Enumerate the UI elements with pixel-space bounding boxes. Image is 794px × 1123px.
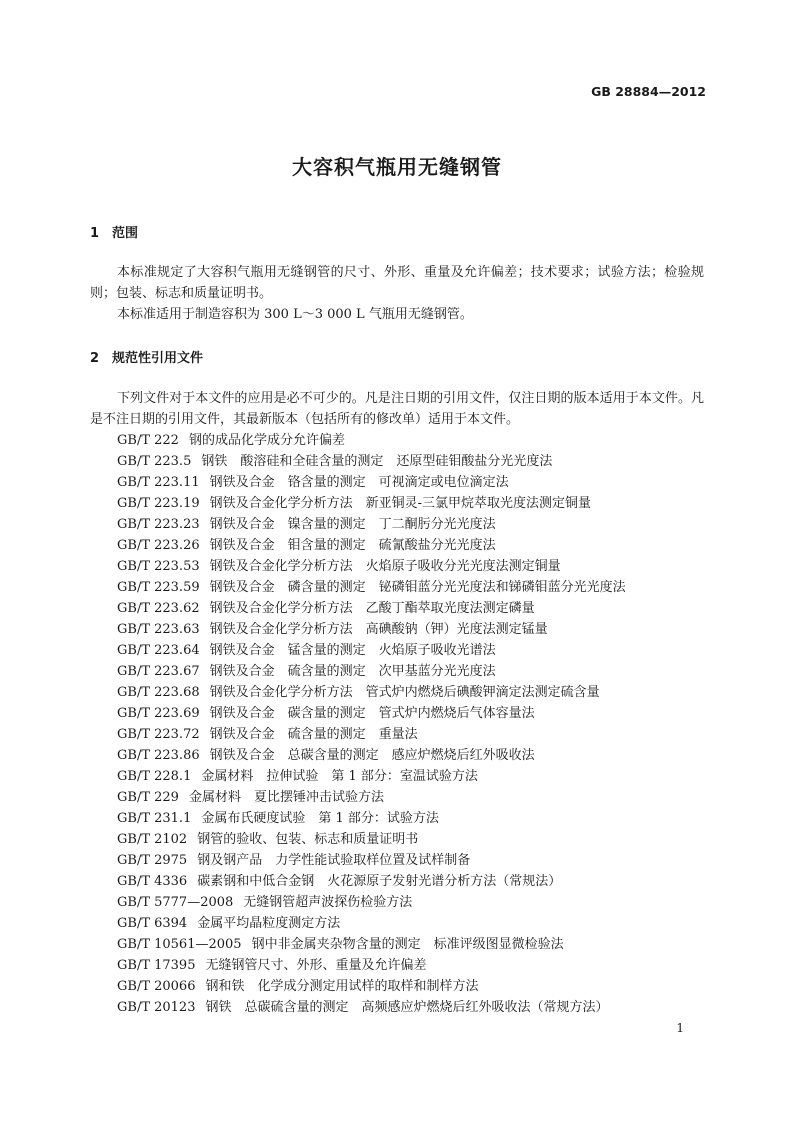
reference-item [117, 934, 626, 955]
reference-title: 钢铁及合金 硫含量的测定 次甲基蓝分光光度法 [209, 664, 496, 679]
reference-title: 钢铁及合金 碳含量的测定 管式炉内燃烧后气体容量法 [209, 706, 535, 721]
reference-item [117, 724, 626, 745]
reference-title: 钢铁及合金化学分析方法 乙酸丁酯萃取光度法测定磷量 [209, 601, 535, 616]
reference-title: 钢铁及合金 铬含量的测定 可视滴定或电位滴定法 [209, 475, 509, 490]
reference-code: GB/T 223.11 [117, 475, 200, 490]
reference-item [117, 850, 626, 871]
reference-code: GB/T 223.64 [117, 643, 200, 658]
reference-title: 钢铁及合金 镍含量的测定 丁二酮肟分光光度法 [209, 517, 496, 532]
reference-code: GB/T 223.19 [117, 496, 200, 511]
reference-item [117, 661, 626, 682]
reference-code: GB/T 2975 [117, 853, 188, 868]
scope-paragraph-2: 本标准适用于制造容积为 300 L～3 000 L 气瓶用无缝钢管。 [117, 307, 473, 322]
section-number: 2 [90, 351, 100, 366]
reference-title: 碳素钢和中低合金钢 火花源原子发射光谱分析方法（常规法） [197, 874, 562, 889]
reference-title: 钢铁及合金化学分析方法 新亚铜灵-三氯甲烷萃取光度法测定铜量 [209, 496, 592, 511]
reference-code: GB/T 6394 [117, 916, 188, 931]
reference-code: GB/T 223.86 [117, 748, 200, 763]
reference-code: GB/T 2102 [117, 832, 188, 847]
reference-title: 钢铁及合金化学分析方法 高碘酸钠（钾）光度法测定锰量 [209, 622, 548, 637]
reference-item [117, 997, 626, 1018]
section-heading-normative-references [90, 347, 203, 366]
reference-item [117, 640, 626, 661]
reference-code: GB/T 10561—2005 [117, 937, 242, 952]
reference-item [117, 745, 626, 766]
reference-title: 钢铁及合金 钼含量的测定 硫氰酸盐分光光度法 [209, 538, 496, 553]
scope-paragraph-1: 本标准规定了大容积气瓶用无缝钢管的尺寸、外形、重量及允许偏差；技术要求；试验方法；检验规则；包装、标志和质量证明书。 [90, 265, 704, 301]
reference-code: GB/T 223.5 [117, 454, 192, 469]
reference-code: GB/T 20123 [117, 1000, 196, 1015]
reference-title: 无缝钢管尺寸、外形、重量及允许偏差 [205, 958, 427, 973]
reference-code: GB/T 17395 [117, 958, 196, 973]
reference-title: 金属布氏硬度试验 第 1 部分：试验方法 [201, 811, 439, 826]
reference-item [117, 451, 626, 472]
reference-item [117, 976, 626, 997]
reference-item [117, 913, 626, 934]
reference-item [117, 514, 626, 535]
reference-item [117, 493, 626, 514]
reference-code: GB/T 229 [117, 790, 179, 805]
reference-item [117, 556, 626, 577]
reference-title: 钢和铁 化学成分测定用试样的取样和制样方法 [205, 979, 479, 994]
standard-number: GB 28884—2012 [591, 84, 706, 99]
reference-title: 金属平均晶粒度测定方法 [197, 916, 341, 931]
reference-code: GB/T 223.69 [117, 706, 200, 721]
reference-item [117, 682, 626, 703]
reference-title: 钢管的验收、包装、标志和质量证明书 [197, 832, 419, 847]
reference-item [117, 766, 626, 787]
reference-item [117, 892, 626, 913]
reference-item [117, 472, 626, 493]
reference-code: GB/T 222 [117, 433, 179, 448]
reference-title: 钢铁及合金 硫含量的测定 重量法 [209, 727, 418, 742]
reference-title: 钢中非金属夹杂物含量的测定 标准评级图显微检验法 [251, 937, 564, 952]
reference-code: GB/T 223.68 [117, 685, 200, 700]
document-title: 大容积气瓶用无缝钢管 [292, 155, 502, 179]
reference-title: 钢铁及合金 磷含量的测定 铋磷钼蓝分光光度法和锑磷钼蓝分光光度法 [209, 580, 626, 595]
reference-title: 钢及钢产品 力学性能试验取样位置及试样制备 [197, 853, 471, 868]
reference-item [117, 430, 626, 451]
reference-code: GB/T 223.59 [117, 580, 200, 595]
reference-code: GB/T 223.23 [117, 517, 200, 532]
reference-item [117, 619, 626, 640]
reference-title: 钢铁及合金化学分析方法 管式炉内燃烧后碘酸钾滴定法测定硫含量 [209, 685, 600, 700]
reference-title: 金属材料 拉伸试验 第 1 部分：室温试验方法 [201, 769, 478, 784]
reference-title: 钢铁 总碳硫含量的测定 高频感应炉燃烧后红外吸收法（常规方法） [205, 1000, 609, 1015]
reference-title: 金属材料 夏比摆锤冲击试验方法 [188, 790, 384, 805]
section-number: 1 [90, 226, 100, 241]
reference-title: 钢铁 酸溶硅和全硅含量的测定 还原型硅钼酸盐分光光度法 [201, 454, 553, 469]
reference-item [117, 787, 626, 808]
reference-item [117, 829, 626, 850]
reference-item [117, 535, 626, 556]
reference-code: GB/T 223.67 [117, 664, 200, 679]
reference-item [117, 598, 626, 619]
reference-item [117, 871, 626, 892]
reference-code: GB/T 228.1 [117, 769, 192, 784]
reference-title: 钢铁及合金 总碳含量的测定 感应炉燃烧后红外吸收法 [209, 748, 535, 763]
reference-item [117, 703, 626, 724]
page-number: 1 [676, 1021, 684, 1035]
section-heading-scope [90, 222, 138, 241]
reference-title: 钢的成品化学成分允许偏差 [188, 433, 345, 448]
reference-code: GB/T 223.63 [117, 622, 200, 637]
reference-code: GB/T 231.1 [117, 811, 192, 826]
reference-list [117, 430, 626, 1018]
reference-code: GB/T 223.62 [117, 601, 200, 616]
reference-title: 钢铁及合金化学分析方法 火焰原子吸收分光光度法测定铜量 [209, 559, 561, 574]
reference-code: GB/T 223.26 [117, 538, 200, 553]
section-title: 范围 [112, 226, 139, 241]
reference-item [117, 577, 626, 598]
reference-item [117, 955, 626, 976]
reference-code: GB/T 223.72 [117, 727, 200, 742]
reference-title: 钢铁及合金 锰含量的测定 火焰原子吸收光谱法 [209, 643, 496, 658]
references-intro-paragraph: 下列文件对于本文件的应用是必不可少的。凡是注日期的引用文件，仅注日期的版本适用于本文件。凡是不注日期的引用文件，其最新版本（包括所有的修改单）适用于本文件。 [90, 391, 704, 427]
reference-title: 无缝钢管超声波探伤检验方法 [243, 895, 413, 910]
reference-code: GB/T 5777—2008 [117, 895, 234, 910]
reference-code: GB/T 4336 [117, 874, 188, 889]
reference-code: GB/T 223.53 [117, 559, 200, 574]
section-title: 规范性引用文件 [112, 351, 204, 366]
reference-item [117, 808, 626, 829]
reference-code: GB/T 20066 [117, 979, 196, 994]
